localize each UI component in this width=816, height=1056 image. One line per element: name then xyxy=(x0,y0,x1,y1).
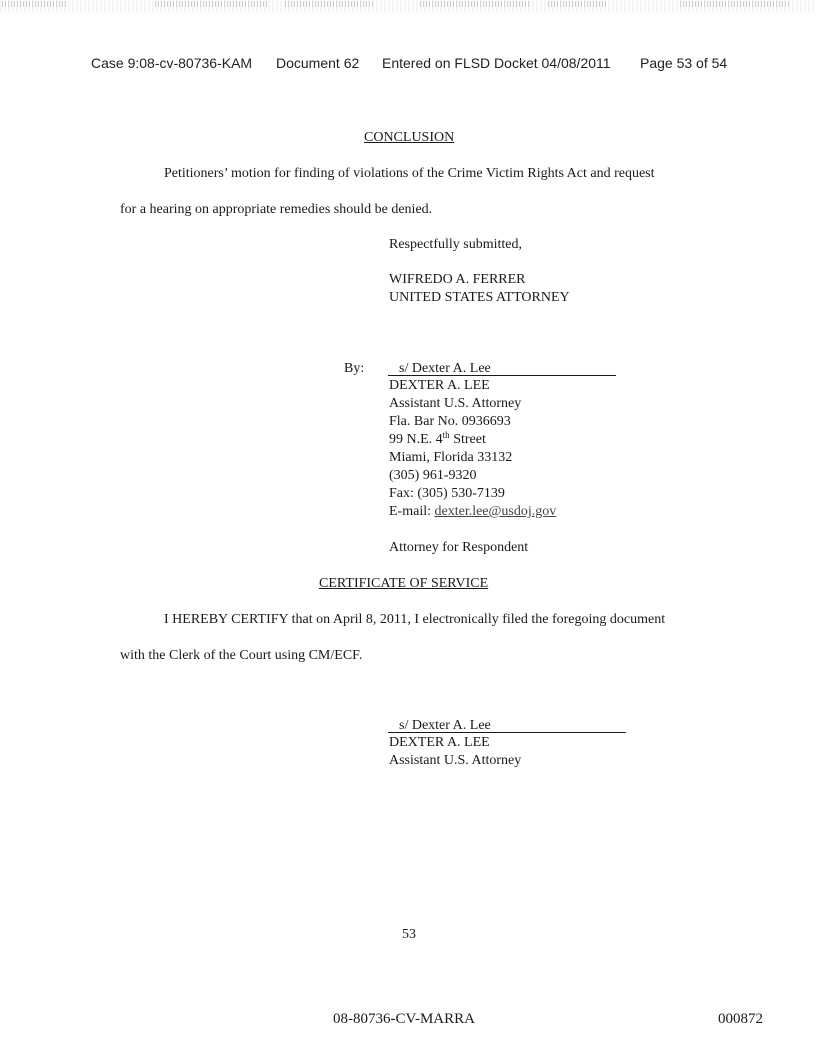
scan-artifact xyxy=(2,1,66,7)
street-address: 99 N.E. 4th Street xyxy=(389,430,486,447)
attorney-role: Attorney for Respondent xyxy=(389,540,529,555)
scan-artifact xyxy=(420,1,530,7)
scan-artifact xyxy=(285,1,375,7)
fax-number: Fax: (305) 530-7139 xyxy=(389,486,505,501)
scan-artifact xyxy=(548,1,608,7)
certificate-heading: CERTIFICATE OF SERVICE xyxy=(319,576,489,591)
email-link[interactable]: dexter.lee@usdoj.gov xyxy=(434,504,557,519)
docket-entered-date: Entered on FLSD Docket 04/08/2011 xyxy=(382,55,611,71)
docket-case-number: Case 9:08-cv-80736-KAM xyxy=(91,55,253,71)
electronic-signature: s/ Dexter A. Lee xyxy=(399,718,491,733)
docket-page-indicator: Page 53 of 54 xyxy=(640,55,728,71)
phone-number: (305) 961-9320 xyxy=(389,468,477,483)
us-attorney-name: WIFREDO A. FERRER xyxy=(389,272,526,287)
certificate-text-line: I HEREBY CERTIFY that on April 8, 2011, I electronically filed the foregoing document xyxy=(164,612,666,627)
bar-number: Fla. Bar No. 0936693 xyxy=(389,414,511,429)
attorney-name: DEXTER A. LEE xyxy=(389,735,490,750)
electronic-signature: s/ Dexter A. Lee xyxy=(399,361,491,376)
docket-document-number: Document 62 xyxy=(276,55,360,71)
scan-artifact xyxy=(680,1,790,7)
attorney-name: DEXTER A. LEE xyxy=(389,378,490,393)
conclusion-heading: CONCLUSION xyxy=(364,130,455,145)
page-number: 53 xyxy=(402,927,416,942)
conclusion-paragraph-line: for a hearing on appropriate remedies should be denied. xyxy=(120,202,433,217)
attorney-title: Assistant U.S. Attorney xyxy=(389,753,522,768)
case-reference: 08-80736-CV-MARRA xyxy=(333,1011,475,1027)
email-line: E-mail: dexter.lee@usdoj.gov xyxy=(389,504,557,519)
us-attorney-title: UNITED STATES ATTORNEY xyxy=(389,290,570,305)
certificate-text-line: with the Clerk of the Court using CM/ECF. xyxy=(120,648,363,663)
scan-artifact xyxy=(155,1,267,7)
bates-number: 000872 xyxy=(718,1011,763,1027)
city-state-zip: Miami, Florida 33132 xyxy=(389,450,513,465)
closing-phrase: Respectfully submitted, xyxy=(389,237,522,252)
attorney-title: Assistant U.S. Attorney xyxy=(389,396,522,411)
by-label: By: xyxy=(344,361,365,376)
conclusion-paragraph-line: Petitioners’ motion for finding of violations of the Crime Victim Rights Act and request xyxy=(164,166,655,181)
